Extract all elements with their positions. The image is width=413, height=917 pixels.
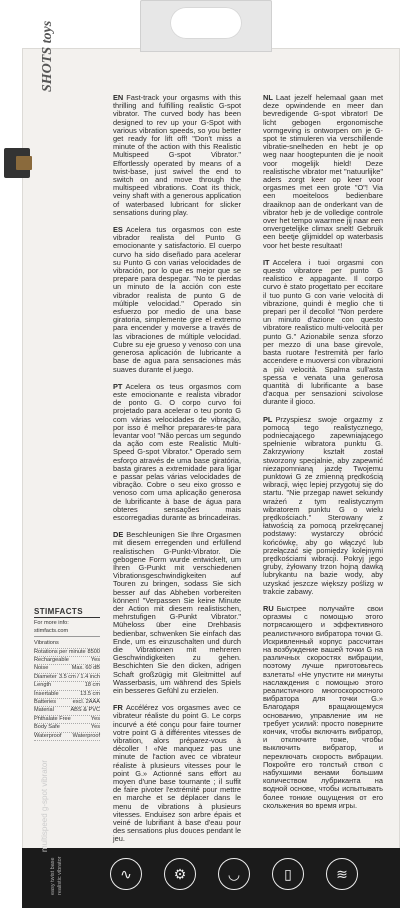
hanger-hole	[170, 7, 242, 39]
stimfacts-panel	[34, 608, 100, 741]
spec-value: 13.5 cm	[80, 690, 100, 697]
package-latch	[4, 148, 30, 178]
text-pl: PL Przyspiesz swoje orgazmy z pomocą tego realistycznego, podniecającego zapewniającego spełnienie wibratora punktu G. Zakrzywiony kształt został stworzony specjalnie, aby zapewnić niezapomnianą jazdę Twojemu punktowi G ze zmienną prędkością wibracji, więc lepiej przygotuj się do startu. "Nie przegap nawet sekundy wrażeń z tym realistycznym wibratorem punktu G o wielu prędkościach." Sterowany z łatwością za pomocą przekręcanej podstawy: wystarczy obrócić końcówkę, aby go włączyć lub przełączać się pomiędzy kolejnymi prędkościami wibracji. Pokryj jego gruby, żyłowany trzon hojną dawką lubrykantu na bazie wody, aby uzyskać jeszcze większy poślizg w trakcie zabawy.	[263, 414, 383, 596]
spec-label: Vibrations	[34, 640, 59, 647]
text-fr: FR Accélérez vos orgasmes avec ce vibrateur réaliste du point G. Le corps incurvé a été conçu pour faire tourner votre point G à différentes vitesses de vibration, alors préparez-vous à décoller ! «Ne manquez pas une minute de l'action avec ce vibrateur réaliste à plusieurs vitesses pour le point G.» Actionné sans effort au moyen d'une base tournante ; il suffit de faire pivoter l'extrémité pour mettre en marche et se déplacer dans le menu de vibrations à plusieurs vitesses. Enduisez son arbre épais et veiné de lubrifiant à base d'eau pour des sensations plus douces pendant le jeu.	[113, 703, 241, 844]
spec-value: Max. 60 dB	[71, 665, 100, 672]
spec-row	[34, 724, 100, 732]
text-column-left	[113, 94, 241, 853]
gear-icon: ⚙	[164, 858, 196, 890]
spec-label: Insertable	[34, 690, 59, 697]
spec-label: Length	[34, 682, 52, 689]
spec-label: Noise	[34, 665, 49, 672]
spec-label: Batteries	[34, 699, 57, 706]
spec-label: Rechargeable	[34, 657, 69, 664]
text-column-right	[263, 94, 383, 819]
spec-row	[34, 699, 100, 707]
spec-row	[34, 691, 100, 699]
spec-value: 3.5 cm / 1.4 inch	[58, 673, 100, 680]
spec-label: Material	[34, 707, 54, 714]
text-ru: RU Быстрее получайте свои оргазмы с помощью этого потрясающего и эффективного реалистичного вибратора точки G. Искривленный корпус рассчитан на возбуждение вашей точки G на различных скоростях вибрации, поэтому лучше приготовьтесь взлетать! «Не упустите ни минуты наслаждения с помощью этого реалистичного многоскоростного вибратора для точки G.» Благодаря вращающемуся основанию, управление им не требует усилий: просто поверните кончик, чтобы включить вибратор, и отключите тоже, чтобы выключить вибратор, и переключать скорость вибрации. Покройте его толстый ствол с набухшими венами большим количеством лубриканта на водной основе, чтобы испытывать более тонкие ощущения от его скольжения во время игры.	[263, 603, 383, 810]
spec-row	[34, 716, 100, 724]
spec-value: 18 cm	[84, 682, 100, 689]
feature-line-2: realistic vibrator	[57, 856, 63, 895]
spec-row	[34, 665, 100, 673]
feature-icons	[110, 858, 358, 890]
text-en: EN Fast-track your orgasms with this thrilling and fulfilling realistic G-spot vibrator. The curved body has been designed to rev up your G-Spot with various vibration speeds, so you better get ready for lift off! "Don't miss a minute of the action with this Realistic Multispeed G-spot Vibrator." Effortlessly operated by means of a twist-base, just swivel the end to switch on and move through the multispeed vibrations. Coat its thick, veiny shaft with a generous application of waterbased lubricant for slicker sensations during play.	[113, 93, 241, 217]
spec-row	[34, 657, 100, 665]
spec-row	[34, 733, 100, 741]
stimfacts-title: STIMFACTS	[34, 608, 100, 618]
spec-row	[34, 682, 100, 690]
spec-row	[34, 674, 100, 682]
spec-value: ABS & PVC	[70, 707, 100, 714]
brand-logo: SHOTS toys	[40, 20, 55, 92]
spec-label: Phthalate Free	[34, 715, 71, 722]
hanger-tab	[140, 0, 272, 52]
vibration-icon: ∿	[110, 858, 142, 890]
spec-value: 8500	[87, 648, 100, 655]
battery-icon: ▯	[272, 858, 304, 890]
product-name: multispeed g-spot vibrator	[40, 759, 49, 852]
spec-row	[34, 707, 100, 715]
spec-value: Yes	[90, 715, 100, 722]
spec-label: Waterproof	[34, 732, 62, 739]
spec-value: excl. 2AAA	[72, 699, 100, 706]
text-nl: NL Laat jezelf helemaal gaan met deze opwindende en meer dan bevredigende G-spot vibrator! De licht gebogen ergonomische vormgeving is ontworpen om je G-spot te stimuleren via verschillende vibratie-snelheden en hebt je op weg naar hoogtepunten die je nooit voor mogelijk hield! Deze realistische vibrator met "natuurlijke" aders zorgt keer op keer voor orgasmes met een grote "O"! Via een moeiteloos bedienbare draaiknop aan de onderkant van de vibrator heb je de volledige controle over het tempo waarmee jij naar een onvergetelijke climax snelt! Gebruik een beetje glijmiddel op waterbasis voor het beste resultaat!	[263, 93, 383, 250]
spec-label: Rotations per minute	[34, 648, 86, 655]
spec-label: Diameter	[34, 673, 57, 680]
feature-line-1: easy twist base	[50, 857, 56, 895]
stimfacts-rows	[34, 640, 100, 741]
spec-value: Waterproof	[72, 732, 100, 739]
waterproof-icon: ≋	[326, 858, 358, 890]
spec-row	[34, 649, 100, 657]
spec-label: Body Safe	[34, 724, 60, 731]
text-de: DE Beschleunigen Sie Ihre Orgasmen mit diesem erregenden und erfüllend realistischen G-Punkt-Vibrator. Die gebogene Form wurde entwickelt, um Ihren G-Punkt mit verschiedenen Vibrationsgeschwindigkeiten auf Touren zu bringen, sodass Sie sich besser auf das Abheben vorbereiten können! "Verpassen Sie keine Minute der Action mit diesem realistischen, mehrstufigen G-Punkt Vibrator." Müheloss über eine Drehbasis bedienbar, schwenken Sie einfach das Ende, um es einzuschalten und durch die Vibrationen mit mehreren Geschwindigkeiten zu gehen. Beschichten Sie den dicken, adrigen Schaft großzügig mit Gleitmittel auf Wasserbasis, um während des Spiels ein besseres Gefühl zu erzielen.	[113, 530, 241, 696]
text-it: IT Accelera i tuoi orgasmi con questo vibratore per punto G realistico e appagante. Il corpo curvo è stato progettato per eccitare il tuo punto G con varie velocità di vibrazione, quindi è meglio che ti prepari per il decollo! "Non perdere un minuto d'azione con questo vibratore realistico multi-velocità per punto G." Azionabile senza sforzo per mezzo di una base girevole, basta ruotare l'estremità per farlo accendere e muoversi con vibrazioni a più velocità. Spalma sull'asta spessa e venata una generosa quantità di lubrificante a base d'acqua per sensazioni scivolose durante il gioco.	[263, 257, 383, 407]
text-es: ES Acelera tus orgasmos con este vibrador realista del Punto G emocionante y satisfactorio. El cuerpo curvo ha sido diseñado para acelerar su Punto G con varias velocidades de vibración, por lo que es mejor que se prepare para despegar. "No te pierdas un minuto de la acción con este vibrador realista de punto G de múltiple velocidad." Operado sin esfuerzo por medio de una base giratoria, simplemente gire el extremo para encender y moverse a través de las vibraciones de múltiple velocidad. Cubre su eje grueso y venoso con una generosa aplicación de lubricante a base de agua para sensaciones más suaves durante el juego.	[113, 225, 241, 374]
body-icon: ◡	[218, 858, 250, 890]
spec-value: Yes	[90, 724, 100, 731]
spec-row	[34, 640, 100, 648]
text-pt: PT Acelera os teus orgasmos com este emocionante e realista vibrador de ponto G. O corpo curvo foi projetado para acelerar o teu ponto G com várias velocidades de vibração, por isso é melhor preparares-te para levantar voo! "Não percas um segundo da ação com este Realistic Multi-Speed G-spot Vibrator." Operado sem esforço através de uma base giratória, basta girares a extremidade para ligar e passar pelas várias velocidades de vibração. Cobre o seu eixo grosso e venoso com uma aplicação generosa de lubrificante à base de água para obteres sensações mais escorregadias durante as brincadeiras.	[113, 381, 241, 522]
stimfacts-url: For more info: stimfacts.com	[34, 620, 100, 637]
spec-value: Yes	[90, 657, 100, 664]
